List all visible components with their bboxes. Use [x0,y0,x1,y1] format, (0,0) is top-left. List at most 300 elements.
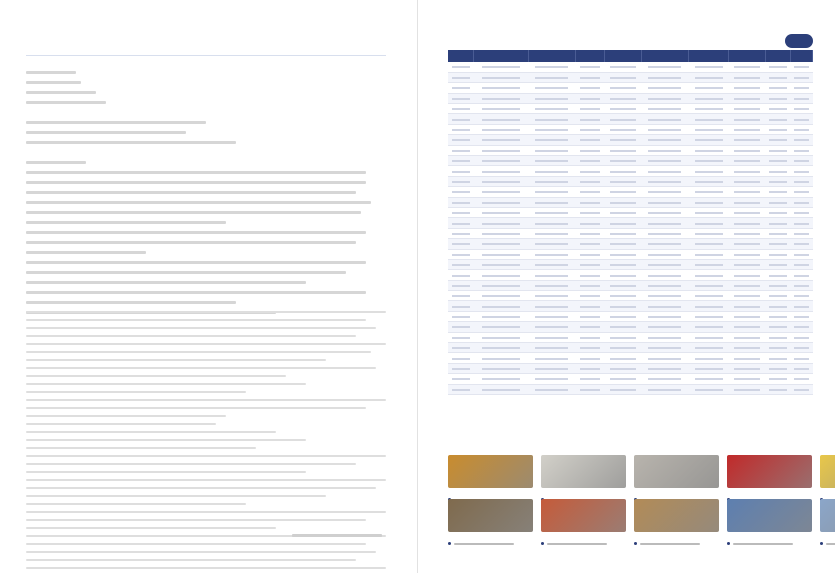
cell-placeholder [734,285,760,287]
cell-placeholder [648,275,681,277]
table-cell [605,291,641,301]
table-cell [689,259,729,269]
table-cell [605,218,641,228]
text-placeholder [26,375,286,377]
text-placeholder [26,131,186,134]
table-cell [605,156,641,166]
text-placeholder [26,367,376,369]
cell-placeholder [769,295,787,297]
table-cell [729,114,765,124]
cell-placeholder [482,254,520,256]
table-cell [474,62,529,72]
table-cell [791,72,813,82]
column-header [474,50,529,62]
cell-placeholder [734,316,760,318]
cell-placeholder [610,337,636,339]
table-cell [641,311,688,321]
cell-placeholder [452,389,470,391]
text-line [26,138,396,148]
cell-placeholder [695,119,723,121]
cell-placeholder [452,191,470,193]
table-cell [729,353,765,363]
cell-placeholder [648,181,681,183]
table-cell [791,291,813,301]
text-line [26,68,396,78]
text-placeholder [26,319,366,321]
table-cell [765,291,791,301]
cell-placeholder [535,191,568,193]
cell-placeholder [535,254,568,256]
table-cell [605,311,641,321]
table-cell [791,114,813,124]
table-cell [528,374,575,384]
text-line [26,218,396,228]
cell-placeholder [734,87,760,89]
table-cell [576,124,605,134]
table-cell [791,363,813,373]
cell-placeholder [648,316,681,318]
cell-placeholder [482,212,520,214]
cell-placeholder [769,316,787,318]
text-placeholder [26,301,236,304]
text-line [26,198,396,208]
cell-placeholder [580,66,600,68]
cell-placeholder [794,191,809,193]
bullet-icon [727,542,730,545]
cell-placeholder [794,306,809,308]
cell-placeholder [648,243,681,245]
cell-placeholder [695,87,723,89]
table-cell [791,145,813,155]
donation-photo [634,499,719,532]
table-cell [765,270,791,280]
table-cell [528,291,575,301]
table-cell [605,145,641,155]
table-cell [605,135,641,145]
table-cell [605,353,641,363]
cell-placeholder [734,98,760,100]
table-cell [448,270,474,280]
table-cell [474,83,529,93]
cell-placeholder [482,129,520,131]
cell-placeholder [648,233,681,235]
table-cell [791,187,813,197]
text-placeholder [26,261,366,264]
text-line [26,316,396,324]
text-line [26,238,396,248]
cell-placeholder [734,358,760,360]
cell-placeholder [452,98,470,100]
cell-placeholder [610,264,636,266]
table-cell [528,72,575,82]
table-cell [474,197,529,207]
cell-placeholder [648,87,681,89]
text-line [26,248,396,258]
cell-placeholder [482,316,520,318]
table-row [448,311,813,321]
cell-placeholder [695,191,723,193]
table-cell [689,93,729,103]
cell-placeholder [769,223,787,225]
table-cell [576,166,605,176]
cell-placeholder [610,223,636,225]
text-line [26,476,396,484]
text-line [26,388,396,396]
table-cell [528,259,575,269]
donation-photo [727,455,812,488]
text-line [26,78,396,88]
table-cell [528,322,575,332]
table-cell [474,187,529,197]
cell-placeholder [452,368,470,370]
table-cell [689,249,729,259]
text-placeholder [26,343,386,345]
cell-placeholder [648,254,681,256]
table-cell [689,322,729,332]
text-line [26,412,396,420]
table-cell [605,363,641,373]
table-row [448,249,813,259]
table-row [448,114,813,124]
cell-placeholder [580,98,600,100]
cell-placeholder [452,87,470,89]
cell-placeholder [610,87,636,89]
cell-placeholder [482,171,520,173]
table-cell [448,207,474,217]
table-cell [605,228,641,238]
cell-placeholder [610,306,636,308]
table-cell [729,363,765,373]
cell-placeholder [734,171,760,173]
table-cell [474,239,529,249]
cell-placeholder [580,87,600,89]
text-line [26,500,396,508]
table-cell [729,280,765,290]
cell-placeholder [482,223,520,225]
cell-placeholder [794,108,809,110]
cell-placeholder [482,119,520,121]
table-cell [641,104,688,114]
table-cell [729,332,765,342]
text-placeholder [26,281,306,284]
signature [292,525,382,535]
table-cell [791,249,813,259]
table-cell [729,124,765,134]
table-cell [448,83,474,93]
table-cell [729,301,765,311]
cell-placeholder [580,202,600,204]
text-line [26,508,396,516]
table-row [448,363,813,373]
text-placeholder [26,471,306,473]
cell-placeholder [695,139,723,141]
cell-placeholder [452,119,470,121]
table-cell [641,384,688,394]
table-cell [448,374,474,384]
table-cell [448,291,474,301]
cell-placeholder [580,358,600,360]
cell-placeholder [769,139,787,141]
cell-placeholder [769,87,787,89]
table-cell [765,322,791,332]
table-cell [528,207,575,217]
table-cell [689,114,729,124]
table-cell [528,83,575,93]
table-cell [765,228,791,238]
table-row [448,124,813,134]
table-cell [765,124,791,134]
table-row [448,332,813,342]
cell-placeholder [734,326,760,328]
cell-placeholder [610,171,636,173]
cell-placeholder [794,337,809,339]
table-cell [689,363,729,373]
table-cell [605,322,641,332]
cell-placeholder [535,181,568,183]
cell-placeholder [794,181,809,183]
cell-placeholder [482,181,520,183]
text-placeholder [26,455,386,457]
cell-placeholder [610,212,636,214]
table-cell [474,207,529,217]
text-line [26,258,396,268]
table-cell [576,156,605,166]
table-cell [729,166,765,176]
table-cell [474,218,529,228]
cell-placeholder [794,233,809,235]
text-placeholder [26,71,76,74]
table-cell [528,93,575,103]
cell-placeholder [794,316,809,318]
cell-placeholder [695,285,723,287]
cell-placeholder [794,139,809,141]
table-cell [528,384,575,394]
table-cell [765,145,791,155]
donor-list [26,158,396,318]
cell-placeholder [648,306,681,308]
table-cell [448,156,474,166]
cell-placeholder [452,139,470,141]
table-cell [791,280,813,290]
table-cell [474,363,529,373]
text-line [26,178,396,188]
photo-caption [448,533,533,541]
table-cell [765,114,791,124]
cell-placeholder [794,171,809,173]
cell-placeholder [695,295,723,297]
cell-placeholder [769,108,787,110]
cell-placeholder [452,285,470,287]
cell-placeholder [769,171,787,173]
table-row [448,166,813,176]
cell-placeholder [769,285,787,287]
cell-placeholder [734,389,760,391]
cell-placeholder [648,212,681,214]
table-cell [576,104,605,114]
cell-placeholder [734,160,760,162]
cell-placeholder [695,368,723,370]
table-cell [605,62,641,72]
table-cell [528,218,575,228]
table-cell [576,322,605,332]
cell-placeholder [734,378,760,380]
cell-placeholder [610,275,636,277]
cell-placeholder [482,160,520,162]
cell-placeholder [648,264,681,266]
text-line [26,548,396,556]
text-placeholder [26,423,216,425]
table-cell [576,280,605,290]
table-cell [448,384,474,394]
cell-placeholder [794,150,809,152]
table-cell [576,176,605,186]
table-row [448,374,813,384]
table-cell [689,291,729,301]
cell-placeholder [580,337,600,339]
table-cell [791,135,813,145]
table-cell [474,374,529,384]
cell-placeholder [695,181,723,183]
table-cell [474,249,529,259]
cell-placeholder [648,326,681,328]
cell-placeholder [610,295,636,297]
cell-placeholder [580,77,600,79]
cell-placeholder [535,316,568,318]
cell-placeholder [535,119,568,121]
cell-placeholder [695,389,723,391]
table-cell [474,291,529,301]
cell-placeholder [482,77,520,79]
table-cell [729,311,765,321]
table-cell [528,114,575,124]
cell-placeholder [734,264,760,266]
table-cell [791,353,813,363]
table-cell [729,207,765,217]
table-cell [528,270,575,280]
cell-placeholder [535,337,568,339]
table-cell [448,239,474,249]
cell-placeholder [452,171,470,173]
cell-placeholder [794,66,809,68]
text-placeholder [26,161,86,164]
text-line [26,348,396,356]
table-cell [474,145,529,155]
table-cell [448,176,474,186]
cell-placeholder [610,389,636,391]
cell-placeholder [648,98,681,100]
text-placeholder [26,439,306,441]
table-cell [765,239,791,249]
table-cell [448,93,474,103]
cell-placeholder [769,378,787,380]
photo-caption [541,489,626,497]
text-line [26,420,396,428]
table-cell [576,301,605,311]
cell-placeholder [580,160,600,162]
cell-placeholder [610,254,636,256]
cell-placeholder [580,368,600,370]
table-cell [474,228,529,238]
table-cell [528,301,575,311]
table-cell [641,291,688,301]
table-cell [641,114,688,124]
table-row [448,135,813,145]
table-cell [528,280,575,290]
table-cell [474,270,529,280]
table-cell [474,72,529,82]
cell-placeholder [794,223,809,225]
table-cell [528,124,575,134]
cell-placeholder [648,77,681,79]
cell-placeholder [535,150,568,152]
table-cell [689,311,729,321]
table-cell [689,124,729,134]
cell-placeholder [580,378,600,380]
table-cell [689,176,729,186]
table-cell [729,135,765,145]
table-cell [641,301,688,311]
cell-placeholder [535,368,568,370]
table-cell [729,249,765,259]
table-cell [765,280,791,290]
table-cell [448,259,474,269]
text-placeholder [26,191,356,194]
text-line [26,356,396,364]
text-placeholder [26,503,246,505]
text-line [26,556,396,564]
column-header [641,50,688,62]
cell-placeholder [580,389,600,391]
cell-placeholder [734,306,760,308]
table-cell [729,270,765,280]
cell-placeholder [794,119,809,121]
cell-placeholder [769,150,787,152]
table-row [448,353,813,363]
table-cell [605,332,641,342]
table-cell [448,280,474,290]
cell-placeholder [769,254,787,256]
table-cell [605,93,641,103]
table-cell [765,187,791,197]
cell-placeholder [769,98,787,100]
cell-placeholder [580,264,600,266]
table-cell [474,332,529,342]
donation-table-container [448,50,813,395]
table-cell [791,270,813,280]
cell-placeholder [734,108,760,110]
cell-placeholder [794,77,809,79]
cell-placeholder [734,254,760,256]
photo-caption [634,533,719,541]
text-line [26,118,396,128]
table-cell [791,207,813,217]
table-cell [605,239,641,249]
cell-placeholder [769,212,787,214]
cell-placeholder [482,368,520,370]
bullet-icon [820,542,823,545]
text-placeholder [26,141,236,144]
cell-placeholder [482,233,520,235]
cell-placeholder [535,326,568,328]
table-cell [689,187,729,197]
cell-placeholder [648,119,681,121]
table-cell [689,270,729,280]
table-cell [791,228,813,238]
table-cell [689,280,729,290]
table-cell [729,218,765,228]
table-cell [641,124,688,134]
caption-placeholder [454,543,514,545]
